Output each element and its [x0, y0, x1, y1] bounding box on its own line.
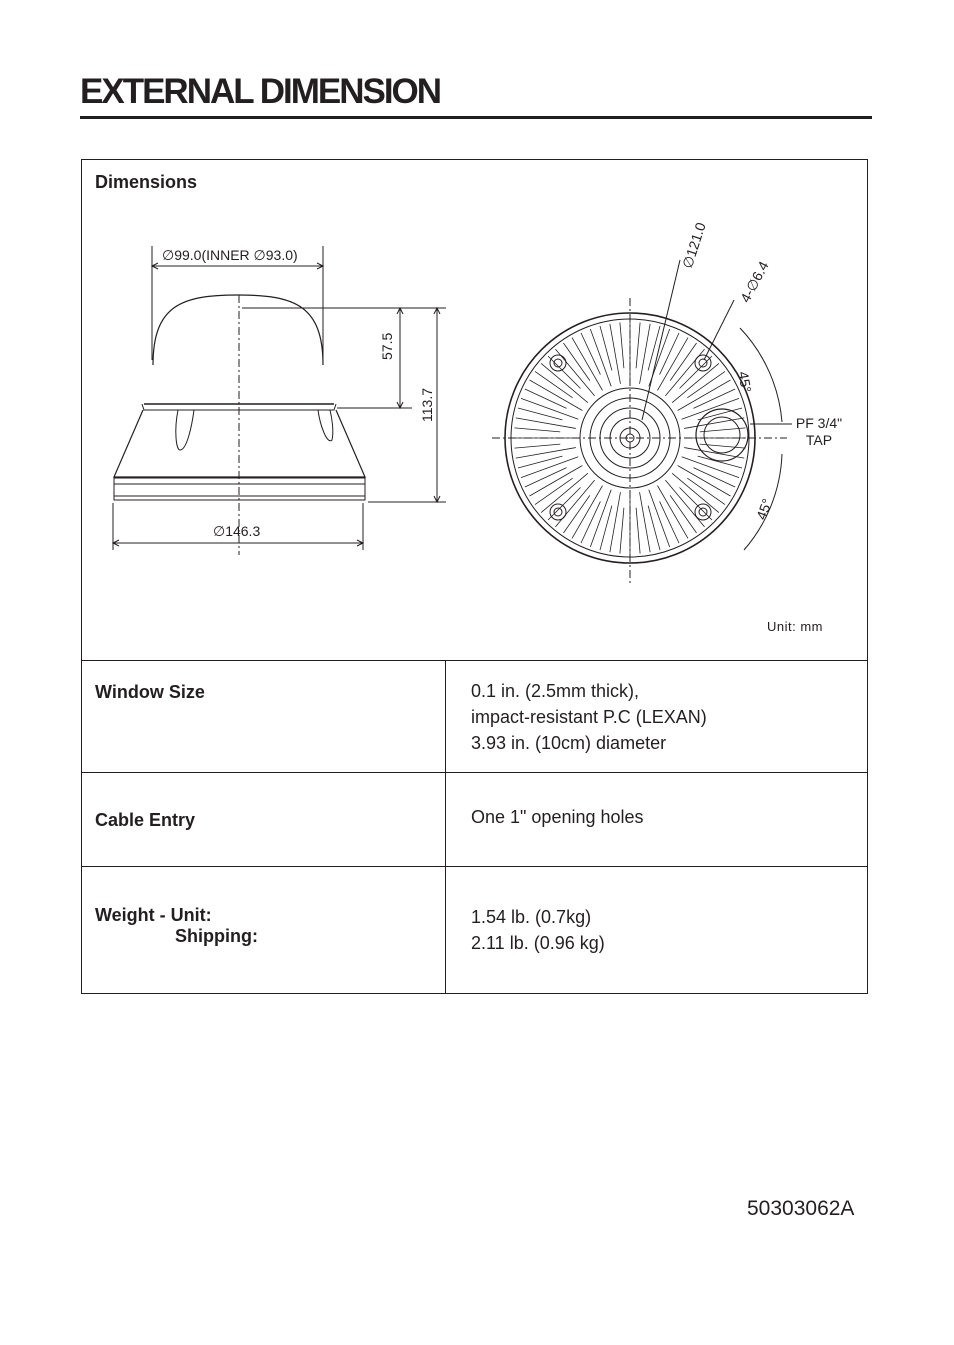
title-rule — [80, 116, 872, 119]
page-title: EXTERNAL DIMENSION — [80, 72, 441, 111]
top-diameter-label: ∅99.0(INNER ∅93.0) — [162, 247, 298, 263]
document-code: 50303062A — [747, 1197, 855, 1220]
tap-label: PF 3/4" TAP — [795, 415, 843, 448]
row-divider — [82, 866, 867, 867]
weight-unit-label: Weight - Unit: — [95, 905, 212, 925]
angle-lower-label: 45° — [752, 496, 776, 522]
total-height-label: 113.7 — [419, 388, 435, 422]
angle-upper-label: 45° — [735, 370, 755, 394]
window-size-value: 0.1 in. (2.5mm thick), impact-resistant P.C (LEXAN) 3.93 in. (10cm) diameter — [471, 681, 707, 753]
dimensions-label: Dimensions — [95, 172, 198, 192]
column-divider — [445, 660, 446, 994]
cable-entry-label: Cable Entry — [95, 810, 196, 830]
dome-height-label: 57.5 — [379, 332, 395, 360]
weight-shipping-label: Shipping: — [175, 926, 258, 946]
row-divider — [82, 772, 867, 773]
holes-label: 4-∅6.4 — [736, 258, 772, 305]
spec-table — [81, 159, 868, 994]
side-view — [113, 246, 446, 555]
base-diameter-label: ∅146.3 — [213, 523, 261, 539]
dimension-drawing — [82, 160, 867, 660]
window-size-label: Window Size — [95, 682, 205, 702]
bottom-view — [492, 260, 792, 585]
dimensions-cell — [82, 160, 867, 661]
unit-note: Unit: mm — [767, 619, 823, 634]
weight-value: 1.54 lb. (0.7kg) 2.11 lb. (0.96 kg) — [471, 907, 605, 953]
cable-entry-value: One 1" opening holes — [471, 807, 644, 827]
outer-diameter-label: ∅121.0 — [678, 220, 709, 271]
